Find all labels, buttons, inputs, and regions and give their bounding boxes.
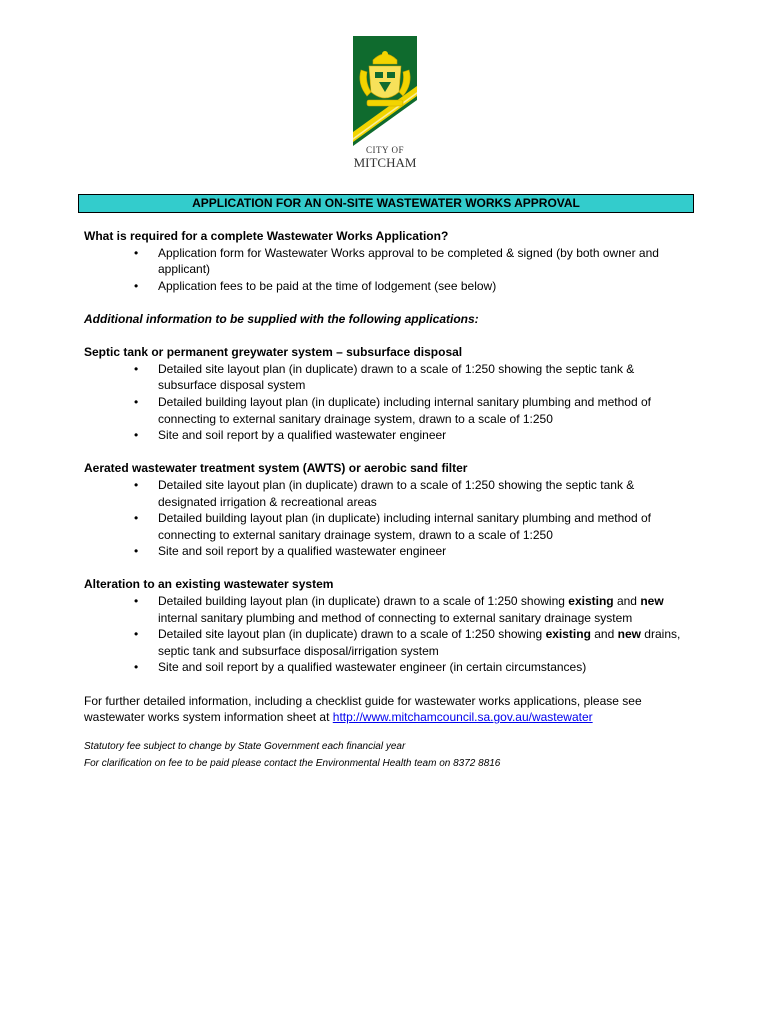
additional-info-heading: Additional information to be supplied with the following applications: (84, 311, 479, 326)
list-item: • Application fees to be paid at the time of lodgement (see below) (158, 278, 694, 295)
document-body (84, 228, 694, 772)
wastewater-info-link[interactable]: http://www.mitchamcouncil.sa.gov.au/wastewater (332, 710, 593, 725)
septic-list (84, 361, 694, 444)
coat-of-arms-icon (345, 34, 425, 146)
section-heading-requirements: What is required for a complete Wastewater Works Application? (84, 229, 449, 243)
list-item: • Detailed site layout plan (in duplicate) drawn to a scale of 1:250 showing the septic tank & designated irrigation & recreational areas (158, 477, 694, 510)
logo-city-of: CITY OF (366, 145, 404, 155)
clarification-note: For clarification on fee to be paid please contact the Environmental Health team on 8372 8816 (84, 757, 501, 769)
list-item: • Detailed building layout plan (in duplicate) including internal sanitary plumbing and method of connecting to external sanitary drainage system, drawn to a scale of 1:250 (158, 394, 694, 427)
list-item: • Site and soil report by a qualified wastewater engineer (158, 427, 694, 444)
section-heading-alteration: Alteration to an existing wastewater system (84, 577, 334, 592)
list-item: • Site and soil report by a qualified wastewater engineer (in certain circumstances) (158, 659, 694, 676)
city-of-mitcham-logo (345, 34, 425, 176)
list-item: • Detailed building layout plan (in duplicate) drawn to a scale of 1:250 showing existing and new internal sanitary plumbing and method of connecting to external sanitary drainage system (158, 593, 694, 626)
list-item: • Site and soil report by a qualified wastewater engineer (158, 543, 694, 560)
logo-mitcham: MITCHAM (353, 155, 417, 170)
section-heading-awts: Aerated wastewater treatment system (AWTS) or aerobic sand filter (84, 461, 468, 476)
alteration-list (84, 593, 694, 676)
further-info-paragraph: For further detailed information, including a checklist guide for wastewater works applications, please see wastewater works system information sheet at http://www.mitchamcouncil.sa.gov.au/wastewater (84, 693, 642, 725)
document-title: APPLICATION FOR AN ON-SITE WASTEWATER WORKS APPROVAL (78, 194, 694, 213)
list-item: • Detailed building layout plan (in duplicate) including internal sanitary plumbing and method of connecting to external sanitary drainage system, drawn to a scale of 1:250 (158, 510, 694, 543)
requirements-list (84, 245, 694, 295)
list-item: • Detailed site layout plan (in duplicate) drawn to a scale of 1:250 showing the septic tank & subsurface disposal system (158, 361, 694, 394)
list-item: • Application form for Wastewater Works approval to be completed & signed (by both owner and applicant) (158, 245, 694, 278)
fee-note: Statutory fee subject to change by State Government each financial year (84, 740, 406, 752)
list-item: • Detailed site layout plan (in duplicate) drawn to a scale of 1:250 showing existing and new drains, septic tank and subsurface disposal/irrigation system (158, 626, 694, 659)
awts-list (84, 477, 694, 560)
section-heading-septic: Septic tank or permanent greywater system – subsurface disposal (84, 345, 463, 360)
